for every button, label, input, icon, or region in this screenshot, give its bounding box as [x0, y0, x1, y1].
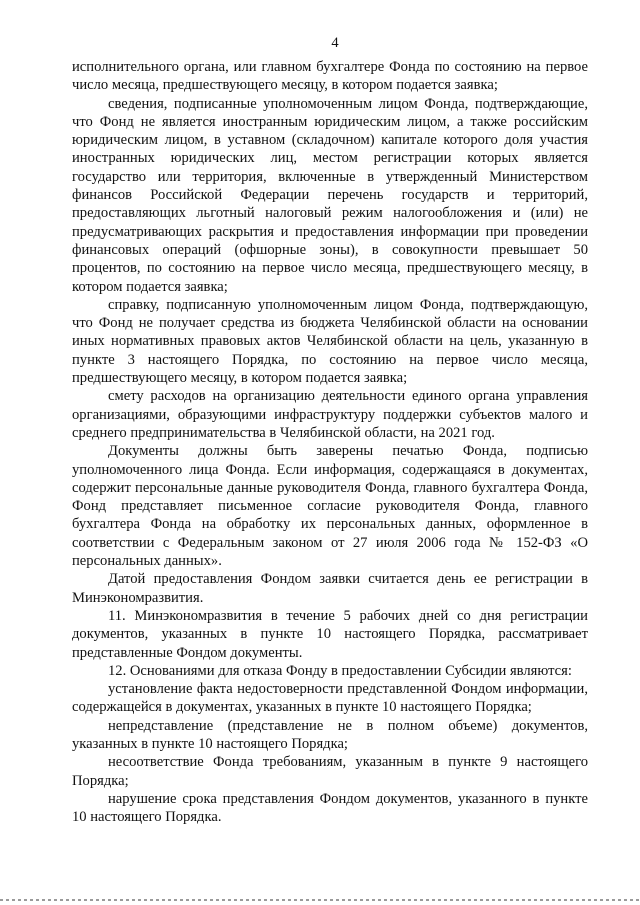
paragraph-continuation: исполнительного органа, или главном бухгалтере Фонда по состоянию на первое число месяца, предшествующего месяцу, в котором подается заявка; [72, 59, 588, 94]
paragraph-clause-12: 12. Основаниями для отказа Фонду в предоставлении Субсидии являются: [108, 662, 572, 679]
list-item-deadline-violation: нарушение срока представления Фондом документов, указанного в пункте 10 настоящего Порядка. [72, 790, 588, 826]
page-number: 4 [331, 35, 339, 51]
paragraph-document-certification: Документы должны быть заверены печатью Фонда, подписью уполномоченного лица Фонда. Если информация, содержащаяся в документах, содержит персональные данные руководителя Фонда, главного бухгалтера Фонда, Фонд представляет письменное согласие руководителя Фонда, главного бухгалтера Фонда на обработку их персональных данных, оформленное в соответствии с Федеральным законом от 27 июля 2006 года № 152-ФЗ «О персональных данных». [72, 443, 588, 570]
paragraph-foreign-entity-info: сведения, подписанные уполномоченным лицом Фонда, подтверждающие, что Фонд не является иностранным юридическим лицом, а также российским юридическим лицом, в уставном (складочном) капитале которого доля участия иностранных юридических лиц, местом регистрации которых является государство или территория, включенные в утвержденный Министерством финансов Российской Федерации перечень государств и территорий, предоставляющих льготный налоговый режим налогообложения и (или) не предусматривающих раскрытия и предоставления информации при проведении финансовых операций (офшорные зоны), в совокупности превышает 50 процентов, по состоянию на первое число месяца, предшествующего месяцу, в котором подается заявка; [72, 95, 588, 295]
paragraph-clause-11: 11. Минэкономразвития в течение 5 рабочих дней со дня регистрации документов, указанных в пункте 10 настоящего Порядка, рассматривает представленные Фондом документы. [72, 607, 588, 661]
list-item-false-information: установление факта недостоверности представленной Фондом информации, содержащейся в документах, указанных в пункте 10 настоящего Порядка; [72, 681, 588, 716]
page-bottom-edge [0, 899, 640, 901]
paragraph-submission-date: Датой предоставления Фондом заявки считается день ее регистрации в Минэкономразвития. [72, 571, 588, 606]
paragraph-expense-estimate: смету расходов на организацию деятельности единого органа управления организациями, образующими инфраструктуру поддержки субъектов малого и среднего предпринимательства в Челябинской области, на 2021 год. [72, 388, 588, 441]
paragraph-budget-certificate: справку, подписанную уполномоченным лицом Фонда, подтверждающую, что Фонд не получает средства из бюджета Челябинской области на основании иных нормативных правовых актов Челябинской области на цель, указанную в пункте 3 настоящего Порядка, по состоянию на первое число месяца, предшествующего месяцу, в котором подается заявка; [72, 296, 588, 387]
list-item-requirements-mismatch: несоответствие Фонда требованиям, указанным в пункте 9 настоящего Порядка; [72, 754, 588, 789]
list-item-incomplete-documents: непредставление (представление не в полном объеме) документов, указанных в пункте 10 настоящего Порядка; [72, 717, 588, 752]
